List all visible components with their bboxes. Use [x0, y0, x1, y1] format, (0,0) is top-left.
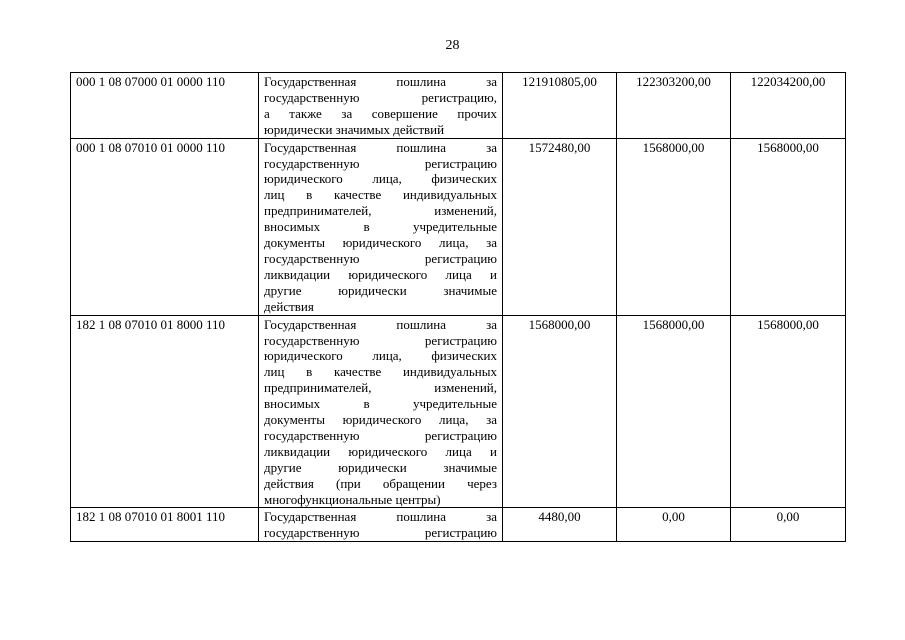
revenue-name-line: многофункциональные центры) — [264, 491, 441, 507]
revenue-name-line: государственную регистрацию — [264, 155, 497, 171]
revenue-table-body — [71, 73, 846, 542]
revenue-name-line: юридического лица, физических — [264, 348, 497, 364]
revenue-name-line: вносимых в учредительные — [264, 396, 497, 412]
revenue-name-line: вносимых в учредительные — [264, 219, 497, 235]
revenue-name-line: действия — [264, 298, 314, 314]
amount-year-1: 1568000,00 — [503, 315, 617, 508]
revenue-name-line: государственную регистрацию — [264, 332, 497, 348]
revenue-name — [259, 508, 503, 542]
revenue-name-line: документы юридического лица, за — [264, 235, 497, 251]
revenue-name-line: юридического лица, физических — [264, 171, 497, 187]
table-row — [71, 138, 846, 315]
revenue-name-line: лиц в качестве индивидуальных — [264, 187, 497, 203]
amount-year-3: 1568000,00 — [731, 138, 846, 315]
table-row — [71, 315, 846, 508]
amount-year-2: 1568000,00 — [617, 315, 731, 508]
revenue-name-line: государственную регистрацию, — [264, 89, 497, 105]
amount-year-2: 0,00 — [617, 508, 731, 542]
revenue-name-line: государственную регистрацию — [264, 250, 497, 266]
budget-classification-code: 182 1 08 07010 01 8000 110 — [71, 315, 259, 508]
revenue-name — [259, 315, 503, 508]
revenue-name-line: предпринимателей, изменений, — [264, 380, 497, 396]
revenue-name-line: действия (при обращении через — [264, 475, 497, 491]
budget-classification-code: 182 1 08 07010 01 8001 110 — [71, 508, 259, 542]
revenue-name-line: Государственная пошлина за — [264, 139, 497, 155]
revenue-name-line: а также за совершение прочих — [264, 105, 497, 121]
revenue-name-line: другие юридически значимые — [264, 282, 497, 298]
amount-year-3: 122034200,00 — [731, 73, 846, 139]
revenue-name-line: Государственная пошлина за — [264, 509, 497, 525]
revenue-name-line: Государственная пошлина за — [264, 74, 497, 89]
revenue-name-line: ликвидации юридического лица и — [264, 266, 497, 282]
amount-year-1: 1572480,00 — [503, 138, 617, 315]
amount-year-2: 1568000,00 — [617, 138, 731, 315]
amount-year-3: 1568000,00 — [731, 315, 846, 508]
revenue-name-line: лиц в качестве индивидуальных — [264, 364, 497, 380]
revenue-name-line: ликвидации юридического лица и — [264, 443, 497, 459]
amount-year-1: 4480,00 — [503, 508, 617, 542]
revenue-name-line: Государственная пошлина за — [264, 316, 497, 332]
revenue-name-line: государственную регистрацию — [264, 427, 497, 443]
amount-year-1: 121910805,00 — [503, 73, 617, 139]
revenue-name-line: государственную регистрацию — [264, 525, 497, 541]
budget-classification-code: 000 1 08 07010 01 0000 110 — [71, 138, 259, 315]
revenue-table — [70, 72, 846, 542]
amount-year-2: 122303200,00 — [617, 73, 731, 139]
amount-year-3: 0,00 — [731, 508, 846, 542]
revenue-name — [259, 138, 503, 315]
revenue-name-line: документы юридического лица, за — [264, 412, 497, 428]
budget-classification-code: 000 1 08 07000 01 0000 110 — [71, 73, 259, 139]
revenue-name — [259, 73, 503, 139]
revenue-name-line: юридически значимых действий — [264, 121, 445, 137]
table-row — [71, 73, 846, 139]
table-row — [71, 508, 846, 542]
revenue-name-line: другие юридически значимые — [264, 459, 497, 475]
page-number: 28 — [445, 38, 460, 53]
revenue-name-line: предпринимателей, изменений, — [264, 203, 497, 219]
